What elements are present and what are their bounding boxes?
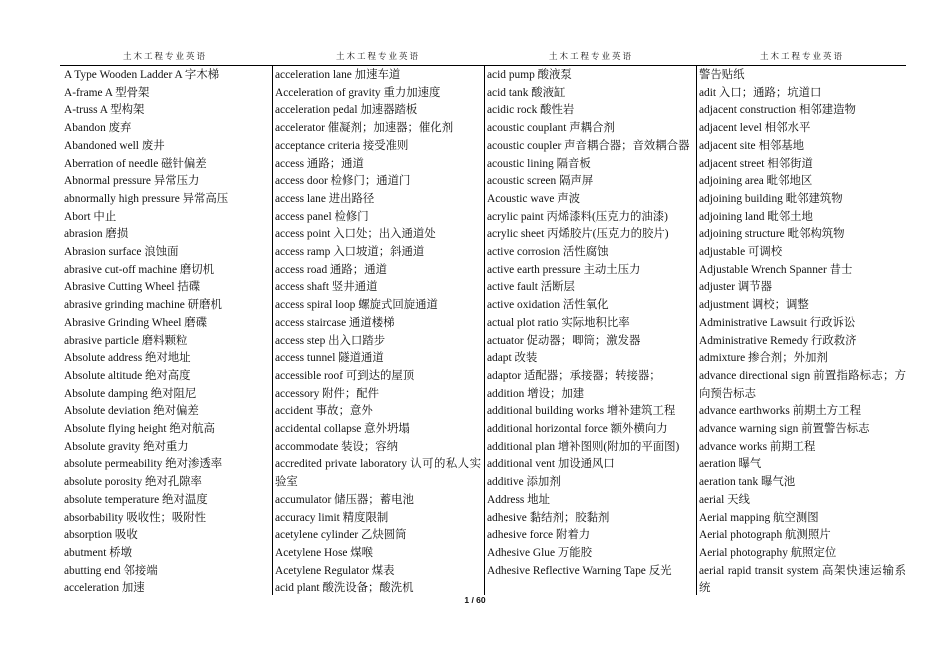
- glossary-entry: actuator 促动器；唧筒；激发器: [487, 334, 641, 347]
- glossary-entry: access tunnel 隧道通道: [275, 352, 384, 365]
- glossary-entry: access road 通路；通道: [275, 263, 387, 276]
- glossary-entry: access spiral loop 螺旋式回旋通道: [275, 299, 438, 312]
- glossary-entry: abrasive grinding machine 研磨机: [64, 299, 222, 312]
- glossary-entry: Absolute flying height 绝对航高: [64, 423, 215, 436]
- header-rule: [60, 65, 906, 66]
- glossary-entry: adjoining land 毗邻土地: [699, 210, 813, 223]
- glossary-entry: adit 入口；通路；坑道口: [699, 86, 822, 99]
- glossary-entry: actual plot ratio 实际地积比率: [487, 316, 630, 329]
- glossary-entry: active corrosion 活性腐蚀: [487, 246, 609, 259]
- glossary-entry: abrasive cut-off machine 磨切机: [64, 263, 215, 276]
- running-head-col-3: 土木工程专业英语: [548, 52, 633, 62]
- glossary-entry: active oxidation 活性氧化: [487, 299, 609, 312]
- glossary-entry: accessory 附件；配件: [275, 387, 380, 400]
- glossary-entry: absolute permeability 绝对渗透率: [64, 458, 223, 471]
- glossary-entry: active earth pressure 主动土压力: [487, 263, 641, 276]
- glossary-entry: accommodate 装设；容纳: [275, 440, 399, 453]
- glossary-entry: adjustment 调校；调整: [699, 299, 809, 312]
- glossary-entry: abutment 桥墩: [64, 546, 133, 559]
- glossary-entry: acceleration pedal 加速器踏板: [275, 104, 418, 117]
- running-headers: [60, 50, 906, 66]
- glossary-entry: Absolute altitude 绝对高度: [64, 369, 191, 382]
- glossary-entry: aerial rapid transit system 高架快速运输系统: [699, 564, 906, 595]
- glossary-entry: Acetylene Regulator 煤表: [275, 564, 395, 577]
- glossary-entry: adapt 改装: [487, 352, 538, 365]
- glossary-entry: accident 事故；意外: [275, 405, 373, 418]
- glossary-entry: Administrative Remedy 行政救济: [699, 334, 857, 347]
- running-head-col-4: 土木工程专业英语: [759, 52, 844, 62]
- glossary-entry: admixture 掺合剂；外加剂: [699, 352, 828, 365]
- glossary-entry: adjacent construction 相邻建造物: [699, 104, 856, 117]
- glossary-entry: Absolute gravity 绝对重力: [64, 440, 189, 453]
- glossary-entry: additional horizontal force 额外横向力: [487, 423, 668, 436]
- glossary-entry: acrylic paint 丙烯漆料(压克力的油漆): [487, 210, 668, 223]
- glossary-entry: adjoining area 毗邻地区: [699, 175, 813, 188]
- column-divider: [484, 65, 485, 595]
- glossary-entry: Aerial photography 航照定位: [699, 546, 837, 559]
- glossary-entry: adjoining building 毗邻建筑物: [699, 192, 843, 205]
- glossary-entry: A Type Wooden Ladder A 字木梯: [64, 69, 220, 81]
- glossary-entry: accelerator 催凝剂；加速器；催化剂: [275, 122, 454, 135]
- glossary-entry: absorption 吸收: [64, 529, 138, 542]
- glossary-entry: abnormally high pressure 异常高压: [64, 192, 229, 205]
- glossary-entry: Adhesive Reflective Warning Tape 反光: [487, 564, 672, 577]
- glossary-entry: acid plant 酸洗设备；酸洗机: [275, 582, 414, 595]
- glossary-entry: advance works 前期工程: [699, 440, 816, 453]
- column-divider: [272, 65, 273, 595]
- glossary-entry: access lane 进出路径: [275, 192, 375, 205]
- glossary-entry: acceleration 加速: [64, 582, 145, 595]
- document-page: [60, 50, 906, 610]
- glossary-entry: Abandoned well 废井: [64, 139, 165, 152]
- glossary-entry: adhesive 黏结剂；胶黏剂: [487, 511, 610, 524]
- glossary-entry: access panel 检修门: [275, 210, 369, 223]
- page-number: 1 / 60: [464, 595, 486, 605]
- glossary-entry: aeration 曝气: [699, 458, 762, 471]
- column-divider: [696, 65, 697, 595]
- glossary-entry: Aerial mapping 航空测图: [699, 511, 819, 524]
- glossary-entry: A-frame A 型骨架: [64, 86, 150, 99]
- glossary-entry: Abandon 废弃: [64, 122, 132, 135]
- glossary-entry: addition 增设；加建: [487, 387, 585, 400]
- glossary-entry: Abrasion surface 浪蚀面: [64, 246, 179, 259]
- glossary-entry: acoustic coupler 声音耦合器；音效耦合器: [487, 139, 690, 152]
- glossary-entry: adaptor 适配器；承接器；转接器；: [487, 369, 661, 382]
- glossary-column-1: [64, 67, 268, 595]
- glossary-entry: aeration tank 曝气池: [699, 476, 796, 489]
- glossary-entry: Absolute damping 绝对阻尼: [64, 387, 197, 400]
- glossary-entry: accuracy limit 精度限制: [275, 511, 389, 524]
- running-head-col-1: 土木工程专业英语: [122, 52, 207, 62]
- glossary-entry: access point 入口处；出入通道处: [275, 228, 436, 241]
- glossary-entry: additional vent 加设通风口: [487, 458, 615, 471]
- glossary-entry: Adjustable Wrench Spanner 昔士: [699, 263, 853, 276]
- glossary-entry: acetylene cylinder 乙炔圆筒: [275, 529, 407, 542]
- glossary-entry: additional plan 增补图则(附加的平面图): [487, 440, 680, 453]
- glossary-entry: advance warning sign 前置警告标志: [699, 423, 870, 436]
- glossary-entry: abrasive particle 磨料颗粒: [64, 334, 188, 347]
- glossary-entry: Adhesive Glue 万能胶: [487, 546, 593, 559]
- glossary-entry: adjacent site 相邻基地: [699, 139, 805, 152]
- glossary-entry: acceleration lane 加速车道: [275, 69, 401, 81]
- glossary-entry: Acceleration of gravity 重力加速度: [275, 86, 441, 99]
- glossary-entry: accumulator 储压器；蓄电池: [275, 493, 414, 506]
- glossary-entry: Administrative Lawsuit 行政诉讼: [699, 316, 856, 329]
- glossary-entry: acid tank 酸液缸: [487, 86, 566, 99]
- glossary-entry: Aerial photograph 航测照片: [699, 529, 831, 542]
- glossary-entry: Abrasive Grinding Wheel 磨碟: [64, 316, 208, 329]
- glossary-entry: accidental collapse 意外坍塌: [275, 423, 410, 436]
- glossary-entry: Acoustic wave 声波: [487, 192, 580, 205]
- glossary-entry: access door 检修门；通道门: [275, 175, 411, 188]
- glossary-entry: additional building works 增补建筑工程: [487, 405, 676, 418]
- glossary-entry: Abort 中止: [64, 210, 117, 223]
- glossary-entry: Absolute address 绝对地址: [64, 352, 191, 365]
- glossary-column-2: [275, 67, 481, 595]
- glossary-entry: Abrasive Cutting Wheel 拮碟: [64, 281, 201, 294]
- glossary-entry: adjacent level 相邻水平: [699, 122, 811, 135]
- glossary-entry: acidic rock 酸性岩: [487, 104, 575, 117]
- glossary-entry: acceptance criteria 接受准则: [275, 139, 409, 152]
- glossary-entry: Address 地址: [487, 493, 550, 506]
- glossary-entry: access step 出入口踏步: [275, 334, 386, 347]
- glossary-entry: access shaft 竖井通道: [275, 281, 378, 294]
- glossary-entry: absolute porosity 绝对孔隙率: [64, 476, 202, 489]
- glossary-entry: acoustic lining 隔音板: [487, 157, 591, 170]
- glossary-entry: advance directional sign 前置指路标志；方向预告标志: [699, 369, 906, 400]
- glossary-entry: abutting end 邻接端: [64, 564, 158, 577]
- glossary-entry: 警告贴纸: [699, 69, 745, 81]
- glossary-entry: Abnormal pressure 异常压力: [64, 175, 200, 188]
- glossary-entry: acrylic sheet 丙烯胶片(压克力的胶片): [487, 228, 669, 241]
- glossary-entry: A-truss A 型构架: [64, 104, 145, 117]
- glossary-entry: access 通路；通道: [275, 157, 364, 170]
- glossary-entry: absolute temperature 绝对温度: [64, 493, 208, 506]
- glossary-entry: access staircase 通道楼梯: [275, 316, 395, 329]
- glossary-entry: access ramp 入口坡道；斜通道: [275, 246, 425, 259]
- glossary-entry: Acetylene Hose 煤喉: [275, 546, 374, 559]
- glossary-entry: adjustable 可调校: [699, 246, 783, 259]
- glossary-entry: additive 添加剂: [487, 476, 561, 489]
- glossary-entry: absorbability 吸收性；吸附性: [64, 511, 207, 524]
- glossary-entry: acoustic screen 隔声屏: [487, 175, 594, 188]
- glossary-entry: aerial 天线: [699, 493, 750, 506]
- glossary-entry: adjacent street 相邻街道: [699, 157, 813, 170]
- glossary-entry: abrasion 磨损: [64, 228, 129, 241]
- glossary-column-3: [487, 67, 693, 595]
- glossary-entry: acoustic couplant 声耦合剂: [487, 122, 615, 135]
- glossary-entry: Absolute deviation 绝对偏差: [64, 405, 199, 418]
- glossary-entry: adhesive force 附着力: [487, 529, 591, 542]
- glossary-entry: accessible roof 可到达的屋顶: [275, 369, 415, 382]
- glossary-entry: adjuster 调节器: [699, 281, 773, 294]
- glossary-entry: acid pump 酸液泵: [487, 69, 572, 81]
- glossary-entry: accredited private laboratory 认可的私人实验室: [275, 458, 481, 489]
- glossary-entry: Aberration of needle 磁针偏差: [64, 157, 207, 170]
- glossary-entry: active fault 活断层: [487, 281, 575, 294]
- glossary-entry: advance earthworks 前期土方工程: [699, 405, 861, 418]
- glossary-entry: adjoining structure 毗邻构筑物: [699, 228, 845, 241]
- glossary-column-4: [699, 67, 906, 595]
- running-head-col-2: 土木工程专业英语: [335, 52, 420, 62]
